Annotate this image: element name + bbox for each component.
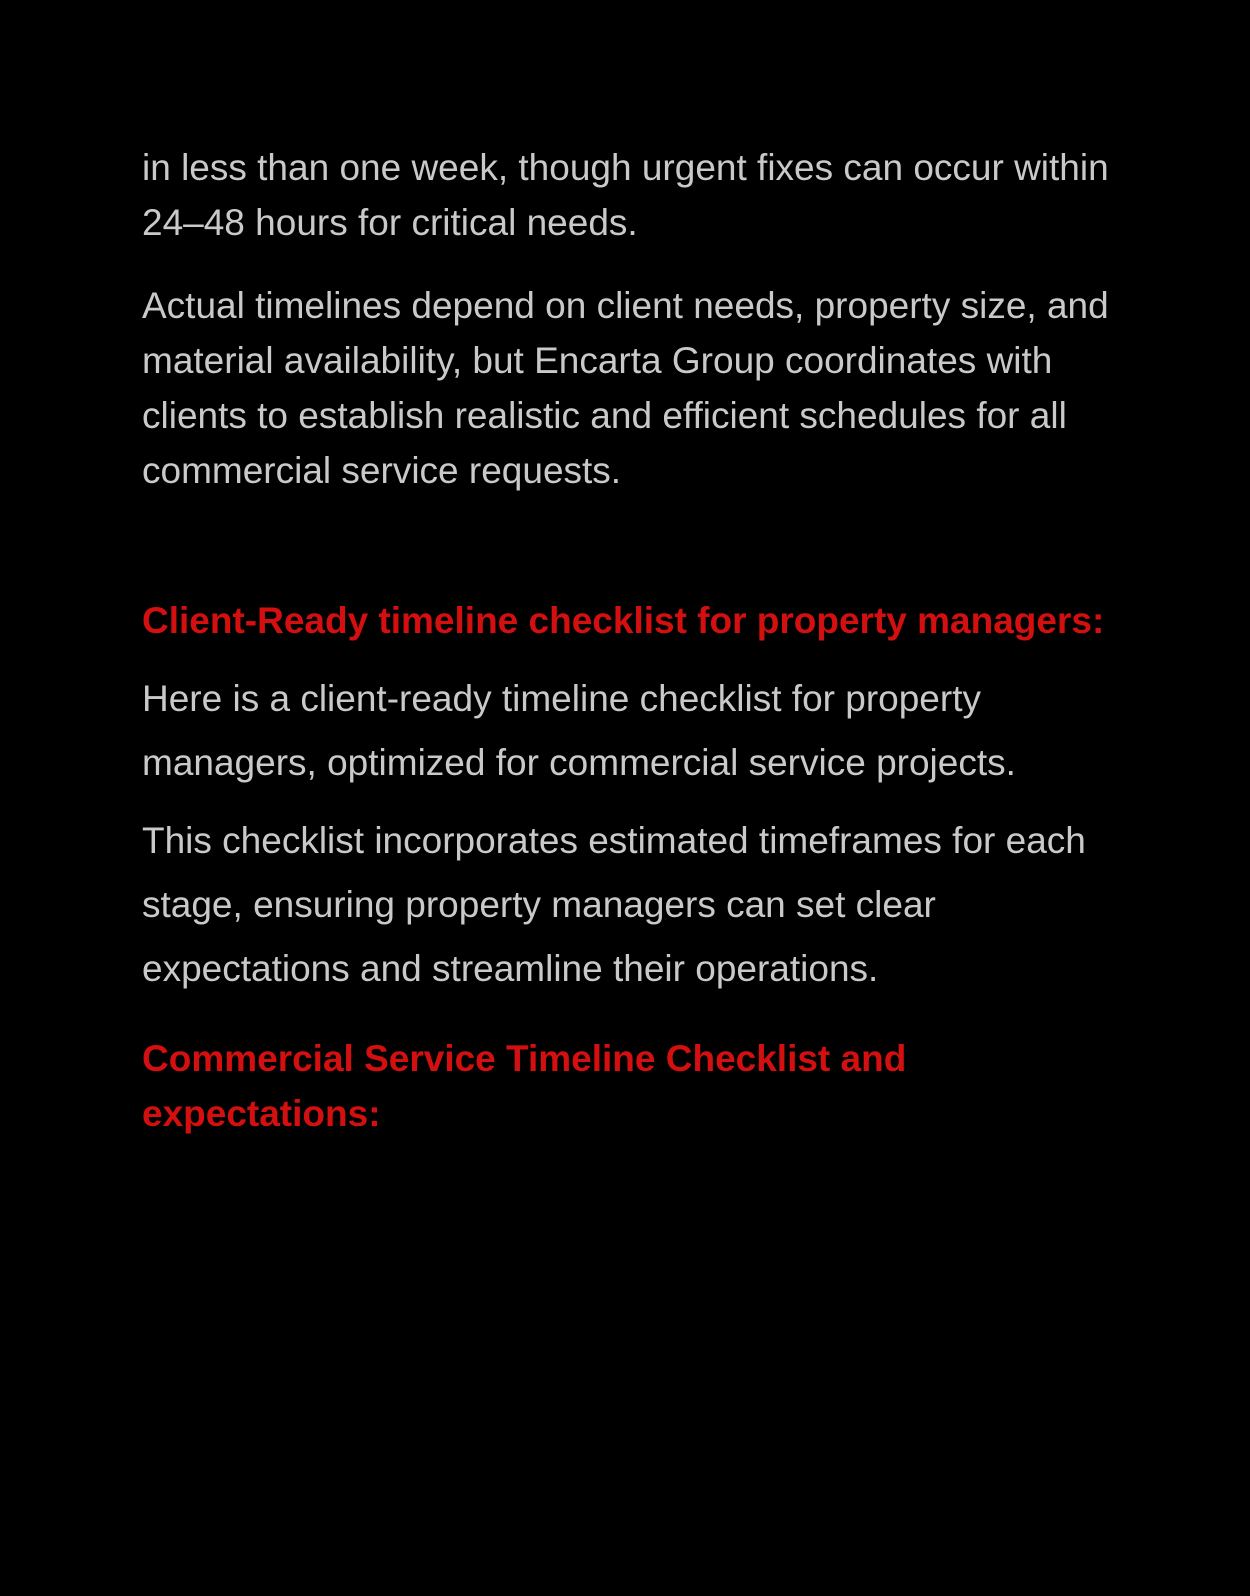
- heading-client-ready-checklist: Client-Ready timeline checklist for property managers:: [142, 600, 1105, 641]
- paragraph-checklist-intro: Here is a client-ready timeline checklist for property managers, optimized for commercial service projects.: [142, 678, 1016, 783]
- paragraph-actual-timelines: Actual timelines depend on client needs, property size, and material availability, but Encarta Group coordinates with clients to establish realistic and efficient schedules for all commercial service requests.: [142, 285, 1109, 491]
- document-body: [142, 140, 1122, 1141]
- paragraph-timeline-urgent-fixes: in less than one week, though urgent fixes can occur within 24–48 hours for critical needs.: [142, 147, 1109, 243]
- heading-commercial-service-checklist: Commercial Service Timeline Checklist and expectations:: [142, 1038, 907, 1134]
- paragraph-checklist-purpose: This checklist incorporates estimated timeframes for each stage, ensuring property managers can set clear expectations and streamline their operations.: [142, 820, 1086, 989]
